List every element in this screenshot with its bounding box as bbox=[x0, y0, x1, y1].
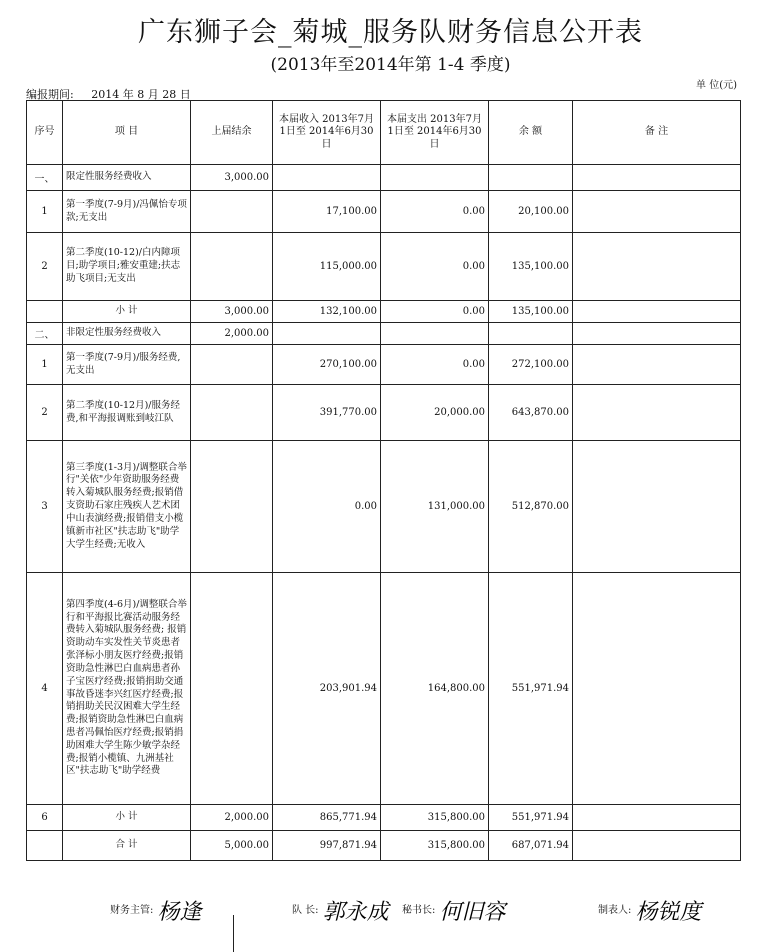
cell-seq: 2 bbox=[27, 233, 63, 301]
cell-seq bbox=[27, 831, 63, 861]
cell-prev bbox=[191, 345, 273, 385]
cell-seq: 2 bbox=[27, 385, 63, 441]
cell-remark bbox=[573, 301, 741, 323]
cell-income: 270,100.00 bbox=[273, 345, 381, 385]
cell-expense: 131,000.00 bbox=[381, 441, 489, 573]
cell-prev: 3,000.00 bbox=[191, 165, 273, 191]
cell-item: 小 计 bbox=[63, 805, 191, 831]
table-row bbox=[27, 323, 741, 345]
cell-remark bbox=[573, 441, 741, 573]
cell-item: 第一季度(7-9月)/服务经费,无支出 bbox=[63, 345, 191, 385]
signature-maker bbox=[598, 895, 701, 926]
cell-income: 203,901.94 bbox=[273, 573, 381, 805]
page-subtitle: (2013年至2014年第 1-4 季度) bbox=[270, 55, 511, 75]
table-row bbox=[27, 345, 741, 385]
cell-balance bbox=[489, 165, 573, 191]
cell-seq: 1 bbox=[27, 191, 63, 233]
cell-item: 合 计 bbox=[63, 831, 191, 861]
table-row bbox=[27, 385, 741, 441]
table-row bbox=[27, 831, 741, 861]
cell-expense bbox=[381, 165, 489, 191]
header-income: 本届收入 2013年7月1日至 2014年6月30日 bbox=[273, 101, 381, 165]
cell-balance: 272,100.00 bbox=[489, 345, 573, 385]
cell-seq: 6 bbox=[27, 805, 63, 831]
cell-income: 132,100.00 bbox=[273, 301, 381, 323]
cell-prev: 5,000.00 bbox=[191, 831, 273, 861]
cell-income: 17,100.00 bbox=[273, 191, 381, 233]
cell-expense: 20,000.00 bbox=[381, 385, 489, 441]
table-row bbox=[27, 233, 741, 301]
header-balance: 余 额 bbox=[489, 101, 573, 165]
cell-income: 0.00 bbox=[273, 441, 381, 573]
cell-income bbox=[273, 323, 381, 345]
cell-prev bbox=[191, 441, 273, 573]
cell-expense: 0.00 bbox=[381, 191, 489, 233]
finance-table bbox=[26, 100, 741, 861]
cell-item: 第三季度(1-3月)/调整联合举行"关依"少年资助服务经费转入菊城队服务经费;报销借支资助石家庄残疾人艺术团中山表演经费;报销借支小榄镇新市社区"扶志助飞"助学大学生经费;无收入 bbox=[63, 441, 191, 573]
cell-seq: 二、 bbox=[27, 323, 63, 345]
captain-signature: 郭永成 bbox=[322, 900, 389, 925]
signature-secretary bbox=[402, 895, 505, 926]
cell-balance: 687,071.94 bbox=[489, 831, 573, 861]
cell-income: 391,770.00 bbox=[273, 385, 381, 441]
table-body bbox=[27, 165, 741, 861]
secretary-signature: 何旧容 bbox=[439, 900, 506, 925]
cell-seq: 一、 bbox=[27, 165, 63, 191]
cell-balance: 512,870.00 bbox=[489, 441, 573, 573]
cell-income bbox=[273, 165, 381, 191]
cell-income: 865,771.94 bbox=[273, 805, 381, 831]
cell-item: 第二季度(10-12月)/服务经费,和平海报调账到岐江队 bbox=[63, 385, 191, 441]
header-item: 项 目 bbox=[63, 101, 191, 165]
cell-seq: 1 bbox=[27, 345, 63, 385]
cell-expense: 315,800.00 bbox=[381, 805, 489, 831]
header-expense: 本届支出 2013年7月1日至 2014年6月30日 bbox=[381, 101, 489, 165]
header-remark: 备 注 bbox=[573, 101, 741, 165]
cell-income: 115,000.00 bbox=[273, 233, 381, 301]
date-value: 2014 年 8 月 28 日 bbox=[91, 88, 191, 101]
cell-remark bbox=[573, 573, 741, 805]
cell-prev: 2,000.00 bbox=[191, 805, 273, 831]
maker-label: 制表人: bbox=[598, 905, 632, 916]
cell-balance: 20,100.00 bbox=[489, 191, 573, 233]
cell-expense bbox=[381, 323, 489, 345]
table-row bbox=[27, 573, 741, 805]
cell-remark bbox=[573, 165, 741, 191]
cell-balance bbox=[489, 323, 573, 345]
cell-item: 限定性服务经费收入 bbox=[63, 165, 191, 191]
cell-remark bbox=[573, 233, 741, 301]
finance-signature: 杨逢 bbox=[157, 900, 202, 925]
cell-prev bbox=[191, 233, 273, 301]
cell-remark bbox=[573, 831, 741, 861]
cell-balance: 643,870.00 bbox=[489, 385, 573, 441]
table-row bbox=[27, 441, 741, 573]
cell-remark bbox=[573, 805, 741, 831]
cell-seq: 4 bbox=[27, 573, 63, 805]
cell-prev: 3,000.00 bbox=[191, 301, 273, 323]
header-seq: 序号 bbox=[27, 101, 63, 165]
date-label: 编报期间: bbox=[26, 88, 74, 101]
cell-balance: 551,971.94 bbox=[489, 573, 573, 805]
finance-label: 财务主管: bbox=[110, 905, 154, 916]
cell-prev bbox=[191, 385, 273, 441]
cell-balance: 551,971.94 bbox=[489, 805, 573, 831]
cell-balance: 135,100.00 bbox=[489, 301, 573, 323]
table-row bbox=[27, 301, 741, 323]
captain-label: 队 长: bbox=[292, 905, 319, 916]
cell-expense: 0.00 bbox=[381, 301, 489, 323]
cell-item: 第四季度(4-6月)/调整联合举行和平海报比赛活动服务经费转入菊城队服务经费; 报销资助动车实发性关节炎患者张泽标小朋友医疗经费;报销资助急性淋巴白血病患者孙子宝医疗经费;报销捐助交通事故昏迷李兴红医疗经费;报销捐助关民汉困难大学生经费;报销资助急性淋巴白血病患者冯佩怡医疗经费;报销捐助困难大学生陈少敏学杂经费;报销小榄镇、九洲基社区"扶志助飞"助学经费 bbox=[63, 573, 191, 805]
cell-expense: 0.00 bbox=[381, 345, 489, 385]
divider-line bbox=[233, 915, 234, 952]
page-title: 广东狮子会_菊城_服务队财务信息公开表 bbox=[138, 17, 643, 48]
cell-remark bbox=[573, 191, 741, 233]
cell-seq bbox=[27, 301, 63, 323]
secretary-label: 秘书长: bbox=[402, 905, 436, 916]
cell-prev bbox=[191, 191, 273, 233]
signature-finance bbox=[110, 895, 201, 926]
cell-item: 第一季度(7-9月)/冯佩怡专项款;无支出 bbox=[63, 191, 191, 233]
table-row bbox=[27, 805, 741, 831]
cell-expense: 315,800.00 bbox=[381, 831, 489, 861]
cell-item: 第二季度(10-12)/白内障项目;助学项目;雅安重建;扶志助飞项目;无支出 bbox=[63, 233, 191, 301]
cell-item: 非限定性服务经费收入 bbox=[63, 323, 191, 345]
cell-prev: 2,000.00 bbox=[191, 323, 273, 345]
maker-signature: 杨锐度 bbox=[635, 900, 702, 925]
cell-seq: 3 bbox=[27, 441, 63, 573]
cell-remark bbox=[573, 345, 741, 385]
cell-expense: 164,800.00 bbox=[381, 573, 489, 805]
table-row bbox=[27, 191, 741, 233]
cell-prev bbox=[191, 573, 273, 805]
header-prev: 上届结余 bbox=[191, 101, 273, 165]
cell-remark bbox=[573, 385, 741, 441]
cell-remark bbox=[573, 323, 741, 345]
cell-expense: 0.00 bbox=[381, 233, 489, 301]
unit-label: 单 位(元) bbox=[696, 80, 737, 91]
cell-item: 小 计 bbox=[63, 301, 191, 323]
table-row bbox=[27, 165, 741, 191]
signature-captain bbox=[292, 895, 389, 926]
cell-income: 997,871.94 bbox=[273, 831, 381, 861]
cell-balance: 135,100.00 bbox=[489, 233, 573, 301]
